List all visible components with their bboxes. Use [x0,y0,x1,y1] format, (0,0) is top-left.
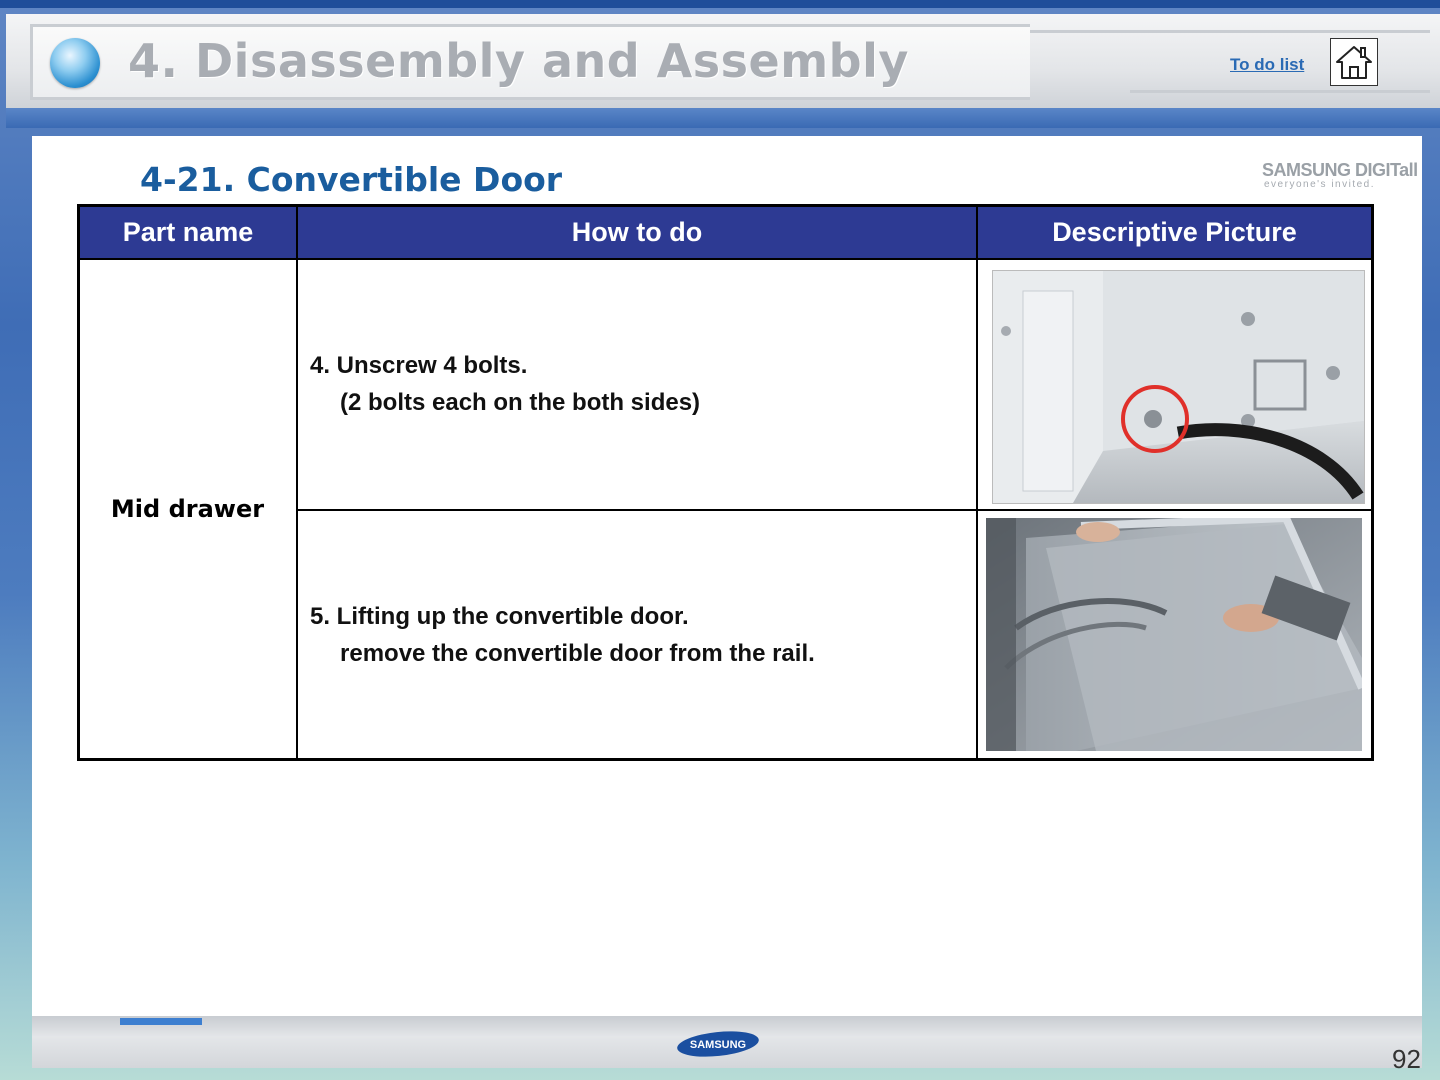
home-icon [1331,39,1377,85]
samsung-digitall-logo [1262,160,1418,192]
footer-accent [120,1018,202,1025]
row-divider [298,509,1371,511]
header-part-name: Part name [80,207,296,258]
column-divider-2 [976,207,978,758]
section-title: 4-21. Convertible Door [140,160,563,199]
step-5-text [310,598,815,672]
part-name-cell: Mid drawer [110,495,265,523]
todo-list-link[interactable]: To do list [1230,55,1305,74]
header-divider-line [1030,30,1430,33]
blue-divider [6,108,1440,128]
page-title: 4. Disassembly and Assembly [128,34,909,88]
header-how-to-do: How to do [298,207,976,258]
home-button[interactable] [1330,38,1378,86]
brand-tagline: everyone's invited. [1264,179,1376,190]
bolt-location-photo-drawing [993,271,1364,503]
footer-logo-text: SAMSUNG [689,1039,747,1051]
page-number: 92 [1392,1044,1421,1074]
samsung-logo-icon [676,1030,760,1058]
lifting-door-photo [986,518,1362,751]
step-5-line2: remove the convertible door from the rail. [340,640,815,667]
column-divider-1 [296,207,298,758]
orb-icon [50,38,100,88]
brand-name: SAMSUNG DIGITall [1262,160,1418,180]
step-4-line1: 4. Unscrew 4 bolts. [310,352,528,379]
step-4-line2: (2 bolts each on the both sides) [340,389,701,416]
header-divider-line-lower [1130,90,1430,93]
step-5-line1: 5. Lifting up the convertible door. [310,603,689,630]
instruction-table [77,204,1374,761]
bolt-location-photo [992,270,1365,504]
step-4-text [310,347,700,421]
samsung-footer-logo [676,1030,760,1058]
top-band [0,0,1440,8]
lifting-door-photo-drawing [986,518,1362,751]
header-descriptive-picture: Descriptive Picture [978,207,1371,258]
